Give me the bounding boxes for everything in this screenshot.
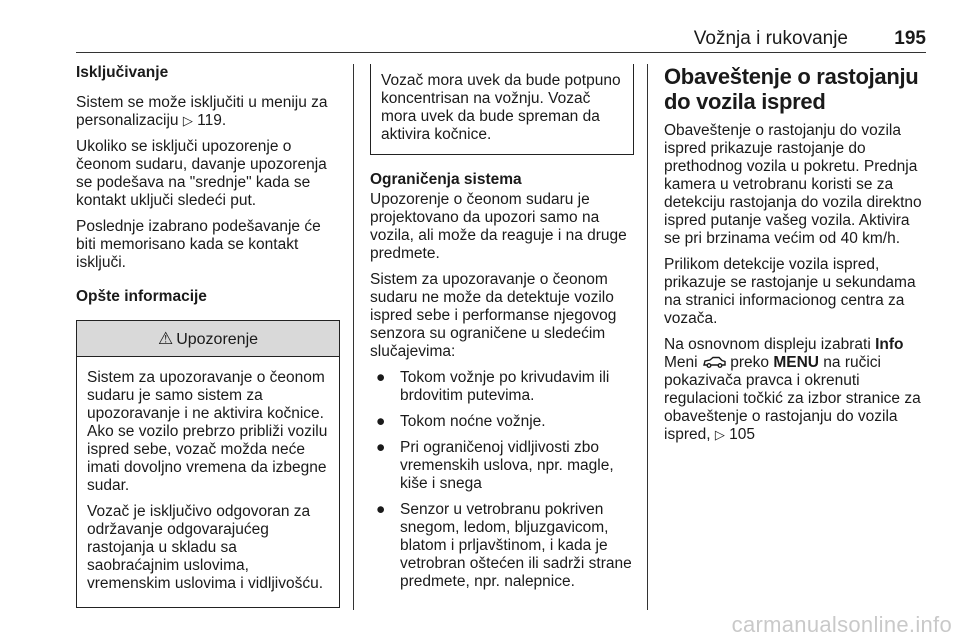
list-item: ● Pri ograničenoj vidljivosti zbo vremenskih uslova, npr. magle, kiše i snega — [376, 439, 614, 492]
page-reference[interactable]: 105 — [729, 426, 756, 443]
warning-body — [77, 357, 339, 607]
bullet-icon: ● — [376, 413, 386, 430]
section-heading-limitations: Ograničenja sistema — [370, 171, 522, 188]
header-divider — [76, 52, 926, 53]
list-item: ● Tokom vožnje po krivudavim ili brdovitim putevima. — [376, 369, 610, 404]
page-reference-icon: ▷ — [182, 113, 193, 128]
paragraph: Sistem za upozoravanje o čeonom sudaru ne može da detektuje vozilo ispred sebe i performanse njegovog senzora su ograničene u sledećim slučajevima: — [370, 271, 617, 360]
menu-label: MENU — [773, 354, 819, 371]
paragraph: Na osnovnom displeju izabrati Info Meni preko MENU na ručici pokazivača pravca i okrenuti regulacioni točkić za izbor stranice za obaveštenje o rastojanju do vozila ispred, ▷ 105 — [664, 336, 921, 443]
column-divider — [353, 64, 354, 610]
page-header — [76, 28, 926, 50]
bullet-icon: ● — [376, 501, 386, 518]
warning-header — [77, 321, 339, 357]
section-heading-general-info: Opšte informacije — [76, 288, 207, 305]
bullet-icon: ● — [376, 369, 386, 386]
column-3 — [664, 64, 928, 452]
watermark: carmanualsonline.info — [731, 612, 952, 637]
paragraph: Upozorenje o čeonom sudaru je projektovano da upozori samo na vozila, ali može da reaguje i na druge predmete. — [370, 191, 627, 262]
vehicle-icon — [702, 356, 726, 368]
paragraph: Sistem se može isključiti u meniju za personalizaciju ▷ 119. — [76, 94, 328, 129]
warning-triangle-icon: ⚠ — [157, 329, 174, 348]
warning-title: Upozorenje — [176, 331, 259, 348]
header-title: Vožnja i rukovanje — [693, 28, 848, 49]
warning-box — [76, 320, 340, 608]
info-label: Info — [875, 336, 904, 353]
page-number: 195 — [894, 28, 926, 49]
list-item: ● Tokom noćne vožnje. — [376, 413, 546, 430]
list-item: ● Senzor u vetrobranu pokriven snegom, ledom, bljuzgavicom, blatom i prljavštinom, i kada je vetrobran oštećen ili sadrži strane predmete, npr. nalepnice. — [376, 501, 632, 590]
limitations-list — [370, 369, 634, 591]
warning-box-continued — [370, 64, 634, 155]
page-reference-icon: ▷ — [714, 427, 725, 442]
warning-paragraph: Vozač je isključivo odgovoran za održavanje odgovarajućeg rastojanja u skladu sa saobraćajnim uslovima, vremenskim uslovima i vidljivošću. — [87, 503, 324, 592]
paragraph: Poslednje izabrano podešavanje će biti memorisano kada se kontakt isključi. — [76, 218, 321, 271]
warning-paragraph: Sistem za upozoravanje o čeonom sudaru je samo sistem za upozoravanje i ne aktivira kočnice. Ako se vozilo prebrzo približi vozilu ispred sebe, vozač možda neće imati dovoljno vremena da izbegne sudar. — [87, 369, 328, 494]
column-2 — [370, 64, 634, 599]
section-heading-distance-indication: Obaveštenje o rastojanju do vozila ispred — [664, 64, 919, 114]
page-reference[interactable]: 119. — [197, 112, 227, 129]
paragraph: Ukoliko se isključi upozorenje o čeonom sudaru, davanje upozorenja se podešava na "srednje" kada se kontakt uključi sledeći put. — [76, 138, 327, 209]
warning-paragraph: Vozač mora uvek da bude potpuno koncentrisan na vožnju. Vozač mora uvek da bude spreman da aktivira kočnice. — [381, 72, 621, 143]
column-1 — [76, 64, 340, 608]
column-divider — [647, 64, 648, 610]
bullet-icon: ● — [376, 439, 386, 456]
paragraph: Obaveštenje o rastojanju do vozila ispred prikazuje rastojanje do prethodnog vozila u pokretu. Prednja kamera u vetrobranu koristi se za detekciju rastojanja do vozila direktno ispred putanje vašeg vozila. Aktivira se pri brzinama većim od 40 km/h. — [664, 122, 922, 247]
paragraph: Prilikom detekcije vozila ispred, prikazuje se rastojanje u sekundama na stranici informacionog centra za vozača. — [664, 256, 916, 327]
section-heading-deactivation: Isključivanje — [76, 64, 169, 81]
